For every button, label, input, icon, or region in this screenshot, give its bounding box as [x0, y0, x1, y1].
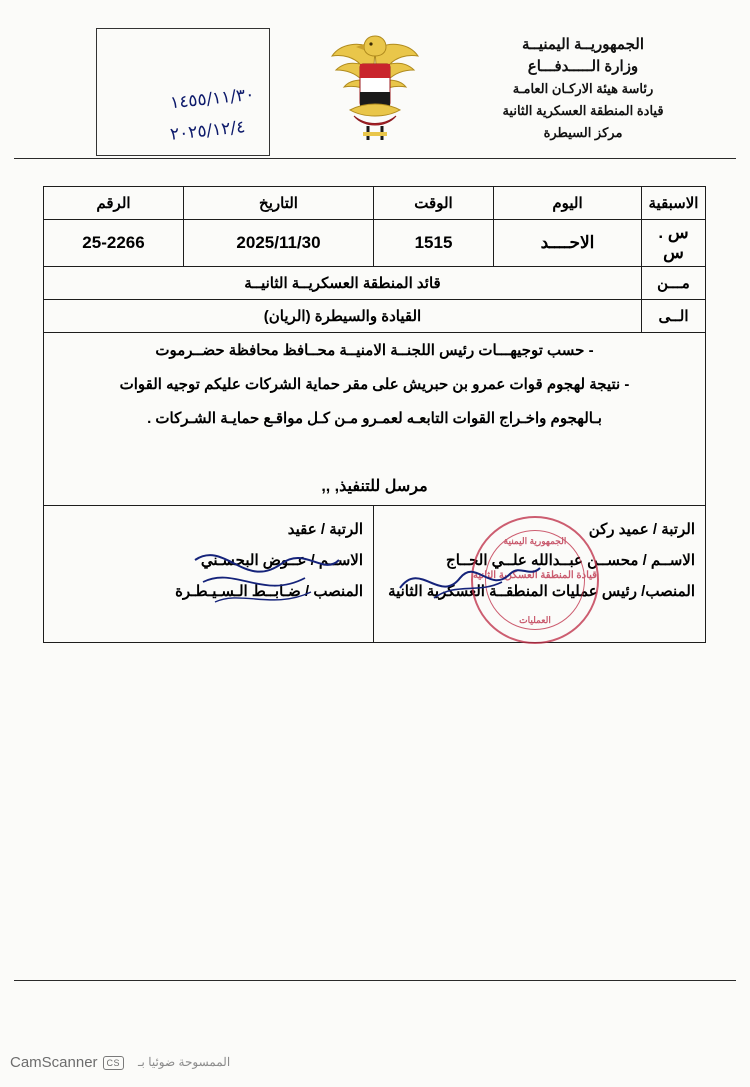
header-divider [14, 158, 736, 159]
left-title-label: المنصب/ [641, 583, 695, 600]
letterhead-line-1: الجمهوريــة اليمنيــة [522, 36, 644, 53]
handwritten-signature-left [394, 542, 544, 616]
stamp-bottom-text: العمليات [519, 615, 551, 625]
letterhead-line-4: قيادة المنطقة العسكرية الثانية [502, 103, 664, 118]
message-body [44, 333, 706, 506]
stamp-middle-text: قيادة المنطقة العسكرية الثانية [473, 570, 597, 581]
header-number: الرقم [44, 187, 184, 220]
camscanner-name: CamScanner [10, 1054, 98, 1071]
to-label: الــى [642, 300, 706, 333]
left-name-value: محســن عبــدالله علــي الحــاج [446, 552, 639, 569]
from-row [44, 267, 706, 300]
left-rank-value: عميد ركن [588, 521, 649, 538]
header-date: التاريخ [184, 187, 374, 220]
dispatch-note: مرسل للتنفيذ, ,, [321, 478, 428, 495]
date-stamp-box [96, 28, 270, 156]
signature-block-left [374, 506, 706, 643]
body-line-3: بـالهجوم واخـراج القوات التابعـه لعمـرو مـن كـل مواقـع حمايـة الشـركات . [147, 410, 602, 427]
footer-divider [14, 980, 736, 981]
message-form-table [43, 186, 706, 643]
header-day: اليوم [494, 187, 642, 220]
signature-block-right [44, 506, 374, 643]
camscanner-arabic-note: الممسوحة ضوئيا بـ [138, 1055, 231, 1069]
body-line-2: - نتيجة لهجوم قوات عمرو بن حبريش على مقر حماية الشركات عليكم توجيه القوات [119, 376, 630, 393]
left-rank-label: الرتبة / [652, 521, 695, 538]
from-label: مـــن [642, 267, 706, 300]
value-priority: س . س [642, 220, 706, 267]
right-name-value: عــوض البحسـني [200, 552, 307, 569]
handwritten-date-1: ١٤٥٥/١١/٣٠ [169, 84, 256, 114]
signature-row [44, 506, 706, 643]
letterhead-block [438, 34, 728, 144]
value-number: 25-2266 [44, 220, 184, 267]
value-time: 1515 [374, 220, 494, 267]
header-time: الوقت [374, 187, 494, 220]
right-title-value: ضـابــط الـسـيـطـرة [175, 583, 301, 600]
document-header [0, 12, 750, 152]
value-day: الاحــــد [494, 220, 642, 267]
camscanner-logo [10, 1054, 124, 1071]
table-value-row [44, 220, 706, 267]
left-title-value: رئيس عمليات المنطقــة العسكرية الثانية [388, 583, 637, 600]
to-value: القيادة والسيطرة (الريان) [44, 300, 642, 333]
left-name-label: الاســم / [642, 552, 695, 569]
handwritten-signature-right [185, 530, 345, 624]
to-row [44, 300, 706, 333]
right-rank-label: الرتبة / [320, 521, 363, 538]
right-title-label: المنصب / [304, 583, 363, 600]
right-rank-value: عقيد [287, 521, 317, 538]
yemen-eagle-emblem-icon [320, 30, 430, 148]
from-value: قائد المنطقة العسكريــة الثانيــة [44, 267, 642, 300]
stamp-top-text: الجمهورية اليمنية [503, 536, 567, 546]
letterhead-line-3: رئاسة هيئة الاركـان العامـة [512, 81, 654, 96]
letterhead-line-5: مركز السيطرة [543, 125, 623, 140]
camscanner-badge: CS [103, 1056, 125, 1070]
table-header-row [44, 187, 706, 220]
value-date: 2025/11/30 [184, 220, 374, 267]
header-priority: الاسبقية [642, 187, 706, 220]
body-line-1: - حسب توجيهـــات رئيس اللجنــة الامنيــة محــافظ محافظة حضــرموت [155, 342, 594, 359]
handwritten-date-2: ٢٠٢٥/١٢/٤ [168, 117, 246, 145]
document-footer [0, 1043, 750, 1079]
letterhead-line-2: وزارة الـــــدفـــاع [527, 58, 639, 75]
right-name-label: الاســم / [310, 552, 363, 569]
body-row [44, 333, 706, 506]
